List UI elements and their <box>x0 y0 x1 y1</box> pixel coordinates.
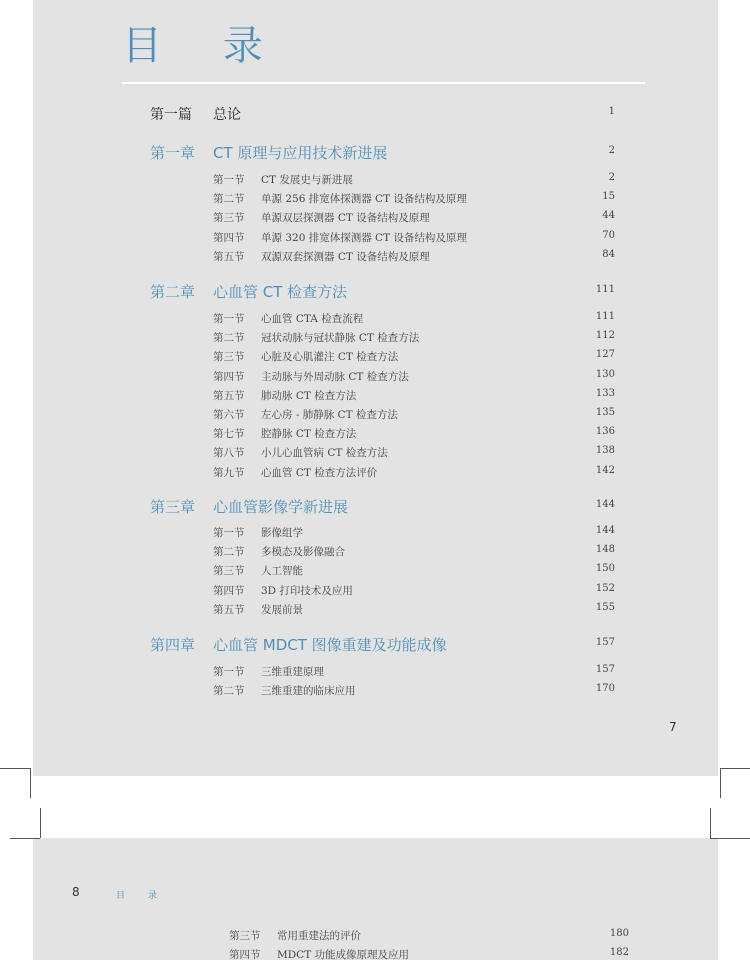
toc-section-entry-title: 常用重建法的评价 <box>277 930 361 942</box>
part-page: 1 <box>608 106 615 117</box>
crop-mark <box>710 838 750 839</box>
toc-section-entry-title: 单源 256 排宽体探测器 CT 设备结构及原理 <box>261 193 467 206</box>
crop-mark <box>10 838 40 839</box>
crop-mark <box>30 768 31 798</box>
page-number: 7 <box>669 720 677 734</box>
toc-section-entry-title: 单源 320 排宽体探测器 CT 设备结构及原理 <box>261 231 467 244</box>
toc-section-entry-title: 发展前景 <box>261 603 303 616</box>
toc-chapter-entry-label: 第二章 <box>150 283 196 301</box>
part-title: 总论 <box>213 107 241 123</box>
toc-section-entry-title: 双源双套探测器 CT 设备结构及原理 <box>261 250 430 263</box>
toc-section-entry-page: 130 <box>595 368 615 380</box>
toc-section-entry-label: 第四节 <box>213 584 245 597</box>
toc-section-entry-page: 111 <box>595 311 615 322</box>
toc-section-entry-label: 第二节 <box>213 332 245 345</box>
toc-section-entry-title: 左心房 - 肺静脉 CT 检查方法 <box>261 409 398 421</box>
toc-chapter-entry-page: 157 <box>595 637 615 648</box>
running-head: 目 录 <box>116 891 167 901</box>
toc-section-entry-page: 2 <box>608 172 615 183</box>
toc-section-entry-title: 小儿心血管病 CT 检查方法 <box>261 447 388 460</box>
toc-section-entry-label: 第三节 <box>213 351 245 364</box>
toc-section-entry-page: 170 <box>595 683 615 695</box>
toc-section-entry-page: 136 <box>595 426 615 438</box>
crop-mark <box>720 768 750 769</box>
toc-section-entry-title: 心血管 CT 检查方法评价 <box>261 466 378 479</box>
toc-section-entry-page: 135 <box>595 407 615 418</box>
toc-section-entry-label: 第八节 <box>213 447 245 460</box>
toc-section-entry-title: 人工智能 <box>261 565 303 578</box>
toc-section-entry-title: 多模态及影像融合 <box>261 546 345 559</box>
toc-section-entry-label: 第三节 <box>229 930 261 942</box>
toc-section-entry-page: 133 <box>595 387 615 399</box>
toc-section-entry-label: 第二节 <box>213 546 245 559</box>
crop-mark <box>40 808 41 838</box>
toc-section-entry-page: 127 <box>595 349 615 361</box>
toc-section-entry-title: 腔静脉 CT 检查方法 <box>261 428 357 441</box>
toc-section-entry-page: 155 <box>595 601 615 613</box>
toc-section-entry-page: 180 <box>609 928 629 939</box>
toc-chapter-entry-title: 心血管影像学新进展 <box>213 498 349 516</box>
toc-section-entry-page: 148 <box>595 544 615 556</box>
toc-chapter-entry-title: CT 原理与应用技术新进展 <box>213 144 388 162</box>
toc-section-entry-label: 第六节 <box>213 409 245 421</box>
toc-section-entry-label: 第二节 <box>213 193 245 206</box>
toc-section-entry-page: 150 <box>595 563 615 575</box>
toc-section-entry-title: 三维重建的临床应用 <box>261 685 356 698</box>
toc-section-entry-label: 第四节 <box>213 370 245 383</box>
toc-section-entry-label: 第五节 <box>213 389 245 402</box>
toc-section-entry-label: 第七节 <box>213 428 245 441</box>
toc-section-entry-page: 70 <box>602 229 615 241</box>
toc-chapter-entry-page: 2 <box>608 145 615 156</box>
toc-section-entry-label: 第九节 <box>213 466 245 479</box>
toc-section-entry-title: 3D 打印技术及应用 <box>261 584 353 597</box>
toc-section-entry-label: 第二节 <box>213 685 245 698</box>
title-rule <box>122 82 645 84</box>
toc-section-entry-title: 肺动脉 CT 检查方法 <box>261 389 357 402</box>
toc-section-entry-title: 影像组学 <box>261 527 303 539</box>
part-label: 第一篇 <box>150 107 192 123</box>
toc-section-entry-label: 第一节 <box>213 527 245 539</box>
toc-section-entry-page: 112 <box>595 330 615 342</box>
toc-section-entry-page: 15 <box>602 191 615 203</box>
toc-section-entry-page: 138 <box>595 445 615 457</box>
page-number-bottom: 8 <box>72 885 80 899</box>
toc-section-entry-label: 第四节 <box>229 949 261 961</box>
toc-section-entry-label: 第一节 <box>213 313 245 325</box>
toc-section-entry-label: 第四节 <box>213 231 245 244</box>
toc-chapter-entry-page: 144 <box>595 499 615 510</box>
toc-section-entry-title: 单源双层探测器 CT 设备结构及原理 <box>261 212 430 225</box>
crop-mark <box>710 808 711 838</box>
toc-chapter-entry-title: 心血管 CT 检查方法 <box>213 283 348 301</box>
toc-section-entry-label: 第五节 <box>213 603 245 616</box>
toc-section-entry-label: 第一节 <box>213 666 245 678</box>
toc-section-entry-title: 冠状动脉与冠状静脉 CT 检查方法 <box>261 332 420 345</box>
toc-chapter-entry-title: 心血管 MDCT 图像重建及功能成像 <box>213 636 447 654</box>
toc-section-entry-page: 157 <box>595 664 615 675</box>
crop-mark <box>720 768 721 798</box>
toc-section-entry-page: 84 <box>602 248 615 260</box>
toc-section-entry-title: 主动脉与外周动脉 CT 检查方法 <box>261 370 409 383</box>
toc-section-entry-title: 三维重建原理 <box>261 666 324 678</box>
toc-section-entry-page: 142 <box>595 464 615 476</box>
toc-section-entry-page: 182 <box>609 947 629 958</box>
toc-section-entry-label: 第五节 <box>213 250 245 263</box>
toc-section-entry-label: 第一节 <box>213 174 245 186</box>
toc-section-entry-title: MDCT 功能成像原理及应用 <box>277 949 410 961</box>
toc-chapter-entry-label: 第一章 <box>150 144 196 162</box>
toc-part-entry <box>150 104 615 122</box>
toc-section-entry-title: 心脏及心肌灌注 CT 检查方法 <box>261 351 399 364</box>
toc-section-entry-label: 第三节 <box>213 565 245 578</box>
toc-section-entry-title: CT 发展史与新进展 <box>261 174 353 186</box>
toc-section-entry-page: 144 <box>595 525 615 536</box>
crop-mark <box>0 768 30 769</box>
toc-chapter-entry-page: 111 <box>595 284 615 295</box>
toc-section-entry-page: 44 <box>602 210 615 222</box>
toc-section-entry-label: 第三节 <box>213 212 245 225</box>
toc-chapter-entry-label: 第三章 <box>150 498 196 516</box>
toc-section-entry-title: 心血管 CTA 检查流程 <box>261 313 364 325</box>
toc-section-entry-page: 152 <box>595 582 615 594</box>
toc-chapter-entry-label: 第四章 <box>150 636 196 654</box>
toc-title: 目 录 <box>122 23 287 69</box>
